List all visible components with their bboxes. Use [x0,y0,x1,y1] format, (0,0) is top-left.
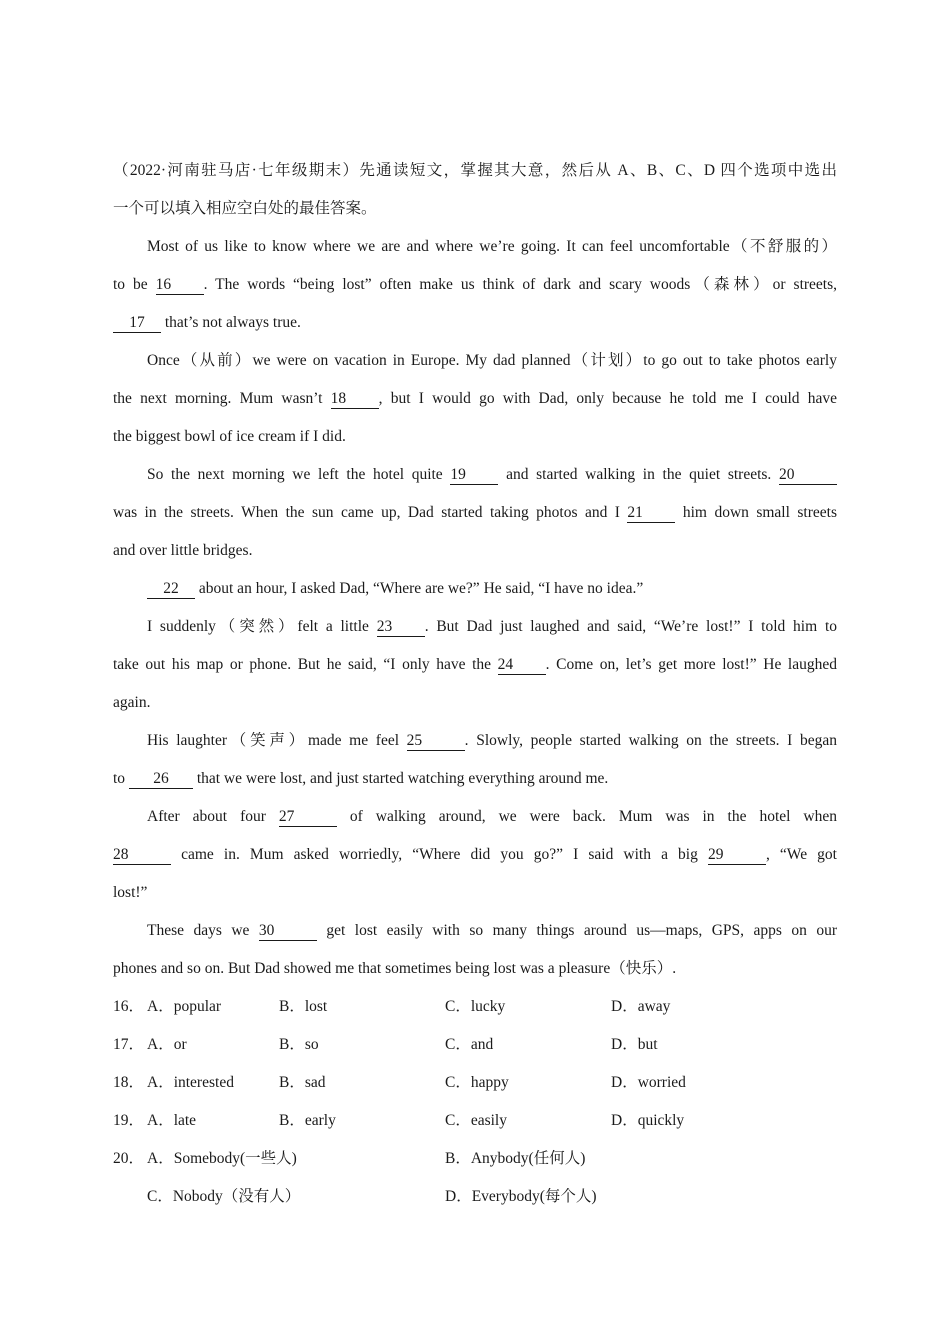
question-row [113,1178,837,1216]
passage-p2-line-2 [113,380,837,418]
passage-p7-line-1 [113,798,837,836]
text-run: These days we [147,922,259,939]
passage-p2-line-1: Once（从前）we were on vacation in Europe. My dad planned（计划）to go out to take photos early [147,352,837,369]
question-number: 19． [113,1112,145,1129]
blank-18[interactable]: 18 [331,390,379,409]
question-number: 16． [113,998,145,1015]
option-b[interactable]: B．Anybody(任何人) [445,1150,586,1167]
question-number: 20． [113,1150,145,1167]
passage-p3-line-3: and over little bridges. [113,542,253,559]
text-run: was in the streets. When the sun came up, Dad started taking photos and I [113,504,628,521]
option-d[interactable]: D．quickly [611,1112,685,1129]
text-run: to be [113,276,156,293]
option-c[interactable]: C．Nobody（没有人） [147,1188,301,1205]
option-c[interactable]: C．happy [445,1074,509,1091]
text-run: , “We got [765,846,837,863]
option-b[interactable]: B．lost [279,998,328,1015]
text-run: , but I would go with Dad, only because he told me I could have [378,390,837,407]
passage-p3-line-2 [113,494,837,532]
passage-p1-line-3 [113,304,837,342]
blank-22[interactable]: 22 [147,580,195,599]
text-run: him down small streets [675,504,837,521]
text-run: So the next morning we left the hotel quite [147,466,451,483]
option-a[interactable]: A．late [147,1112,197,1129]
passage-p2-line-3: the biggest bowl of ice cream if I did. [113,428,346,445]
option-c[interactable]: C．and [445,1036,494,1053]
blank-19[interactable]: 19 [450,466,498,485]
text-run: the next morning. Mum wasn’t [113,390,331,407]
question-row [113,988,837,1026]
instruction-line-1: （2022·河南驻马店·七年级期末）先通读短文，掌握其大意，然后从 A、B、C、D 四个选项中选出 [113,162,837,179]
option-a[interactable]: A．or [147,1036,187,1053]
passage-p7-line-3: lost!” [113,884,148,901]
option-d[interactable]: D．worried [611,1074,686,1091]
blank-23[interactable]: 23 [377,618,425,637]
blank-25[interactable]: 25 [407,732,465,751]
option-a[interactable]: A．interested [147,1074,234,1091]
text-run: . Come on, let’s get more lost!” He laughed [545,656,837,673]
passage-p5-line-2 [113,646,837,684]
text-run: . But Dad just laughed and said, “We’re lost!” I told him to [424,618,837,635]
blank-29[interactable]: 29 [708,846,766,865]
blank-21[interactable]: 21 [627,504,675,523]
question-row [113,1064,837,1102]
text-run: came in. Mum asked worriedly, “Where did you go?” I said with a big [171,846,708,863]
option-a[interactable]: A．popular [147,998,222,1015]
option-a[interactable]: A．Somebody(一些人) [147,1150,297,1167]
question-row [113,1102,837,1140]
blank-28[interactable]: 28 [113,846,171,865]
text-run: I suddenly（突然）felt a little [147,618,377,635]
text-run: of walking around, we were back. Mum was in the hotel when [336,808,837,825]
passage-p4-line-1 [113,570,837,608]
instruction-line-2: 一个可以填入相应空白处的最佳答案。 [113,200,377,217]
question-number: 17． [113,1036,145,1053]
text-run: that’s not always true. [161,314,301,331]
passage-p8-line-1 [113,912,837,950]
blank-26[interactable]: 26 [129,770,193,789]
option-d[interactable]: D．away [611,998,671,1015]
option-b[interactable]: B．early [279,1112,336,1129]
blank-17[interactable]: 17 [113,314,161,333]
text-run: . Slowly, people started walking on the streets. I began [464,732,837,749]
passage-p1-line-1: Most of us like to know where we are and where we’re going. It can feel uncomfortable（不舒服的） [147,238,837,255]
passage-p7-line-2 [113,836,837,874]
passage-p3-line-1 [113,456,837,494]
passage-p6-line-2 [113,760,837,798]
text-run: His laughter（笑声）made me feel [147,732,407,749]
option-c[interactable]: C．easily [445,1112,507,1129]
passage-p1-line-2 [113,266,837,304]
passage-p5-line-3: again. [113,694,151,711]
blank-24[interactable]: 24 [498,656,546,675]
blank-30[interactable]: 30 [259,922,317,941]
passage-p6-line-1 [113,722,837,760]
question-row [113,1026,837,1064]
passage-p8-line-2: phones and so on. But Dad showed me that sometimes being lost was a pleasure（快乐）. [113,960,677,977]
option-d[interactable]: D．Everybody(每个人) [445,1188,597,1205]
blank-27[interactable]: 27 [279,808,337,827]
blank-20[interactable]: 20 [779,466,837,485]
question-number: 18． [113,1074,145,1091]
text-run: and started walking in the quiet streets. [498,466,780,483]
text-run: take out his map or phone. But he said, “I only have the [113,656,498,673]
option-c[interactable]: C．lucky [445,998,506,1015]
text-run: about an hour, I asked Dad, “Where are we?” He said, “I have no idea.” [195,580,644,597]
text-run: to [113,770,129,787]
text-run: that we were lost, and just started watching everything around me. [192,770,609,787]
option-b[interactable]: B．so [279,1036,319,1053]
document-body [113,152,837,1216]
option-b[interactable]: B．sad [279,1074,326,1091]
option-d[interactable]: D．but [611,1036,658,1053]
text-run: get lost easily with so many things around us—maps, GPS, apps on our [316,922,838,939]
text-run: . The words “being lost” often make us think of dark and scary woods（森林）or streets, [203,276,838,293]
question-row [113,1140,837,1178]
passage-p5-line-1 [113,608,837,646]
text-run: After about four [147,808,279,825]
blank-16[interactable]: 16 [156,276,204,295]
